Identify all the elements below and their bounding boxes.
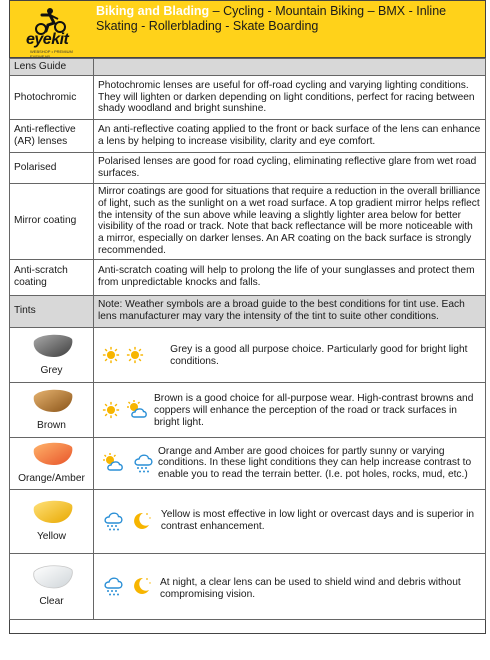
eyekit-logo [10,1,90,57]
logo-tagline: WEBSHOP • PREMIUM EYEWEAR [30,49,73,59]
title-accent: Biking and Blading [96,4,210,18]
lens-type-name: Anti-reflective (AR) lenses [10,120,94,153]
lens-type-desc: Polarised lenses are good for road cycling, eliminating reflective glare from wet road surfaces. [94,153,486,184]
lens-type-desc: Photochromic lenses are useful for off-road cycling and varying lighting conditions. They will lighten or darken depending on light conditions, perfect for racing between shady woodland and bright sunshine. [94,76,486,120]
lens-swatch-icon [30,564,74,590]
lens-swatch-icon [30,499,74,525]
moon-icon [130,510,152,532]
cloud-rain-icon [132,452,154,474]
table-row [10,153,486,184]
tint-desc: Grey is a good all purpose choice. Particularly good for bright light conditions. [170,343,468,367]
tint-name: Clear [39,596,64,608]
lens-type-desc: Mirror coatings are good for situations that require a reduction in the overall brilliance of light, such as the sunlight on a wet road surface. A top gradient mirror helps reflect the intensity of the sun above while leaving a slightly lighter area below for better visibility of the road or track. Note that back reflectance will be more noticeable with a mirror, especially on darker lenses. An AR coating on the back surface is strongly recommended. [94,184,486,260]
tint-name: Orange/Amber [18,473,85,485]
tint-name: Grey [40,364,63,376]
header-banner [9,0,486,58]
sun-icon [102,401,120,419]
tint-name: Brown [37,419,66,431]
sun-icon [102,346,120,364]
table-row [10,184,486,260]
tint-row [10,382,486,437]
tints-header-row [10,295,486,327]
table-row [10,76,486,120]
sun-icon [126,346,144,364]
lens-type-name: Photochromic [10,76,94,120]
table-row [10,259,486,295]
tints-header: Tints [10,295,94,327]
sun-cloud-icon [126,400,150,420]
tint-desc: At night, a clear lens can be used to shield wind and debris without compromising vision. [159,577,461,601]
lens-guide-table [9,58,486,620]
moon-icon [130,575,152,597]
lens-swatch-icon [30,333,74,359]
lens-swatch-icon [30,441,74,467]
tint-desc: Orange and Amber are good choices for partly sunny or varying conditions. In these light conditions they can help increase contrast to enable you to read the terrain better. (I.e. pot holes, rocks, mud, etc.) [158,445,472,481]
logo-text: eyekit [26,31,69,48]
tint-row [10,489,486,553]
sun-cloud-icon [102,453,126,473]
lens-guide-header-row [10,59,486,76]
lens-swatch-icon [30,388,74,414]
tint-row [10,553,486,619]
title-rest: – Cycling - Mountain Biking – BMX - Inline Skating - Rollerblading - Skate Boarding [96,4,447,33]
page-title [96,4,476,34]
table-row [10,120,486,153]
lens-type-name: Mirror coating [10,184,94,260]
lens-type-desc: An anti-reflective coating applied to the front or back surface of the lens can enhance a lens by helping to increase visibility, clarity and eye comfort. [94,120,486,153]
tint-name: Yellow [36,531,67,543]
lens-type-desc: Anti-scratch coating will help to prolong the life of your sunglasses and protect them from unpredictable knocks and falls. [94,259,486,295]
tint-desc: Brown is a good choice for all-purpose wear. High-contrast browns and coppers will enhance the perception of the road or track surfaces in bright light. [154,393,474,428]
tint-row [10,327,486,382]
lens-type-name: Polarised [10,153,94,184]
tints-note: Note: Weather symbols are a broad guide to the best conditions for tint use. Each lens manufacturer may vary the intensity of the tint to suite other conditions. [94,295,486,327]
lens-type-name: Anti-scratch coating [10,259,94,295]
cloud-rain-icon [102,510,124,532]
lens-guide-header: Lens Guide [10,59,94,76]
cloud-rain-icon [102,575,124,597]
tint-row [10,437,486,489]
tint-desc: Yellow is most effective in low light or overcast days and is superior in contrast enhancement. [160,509,475,533]
